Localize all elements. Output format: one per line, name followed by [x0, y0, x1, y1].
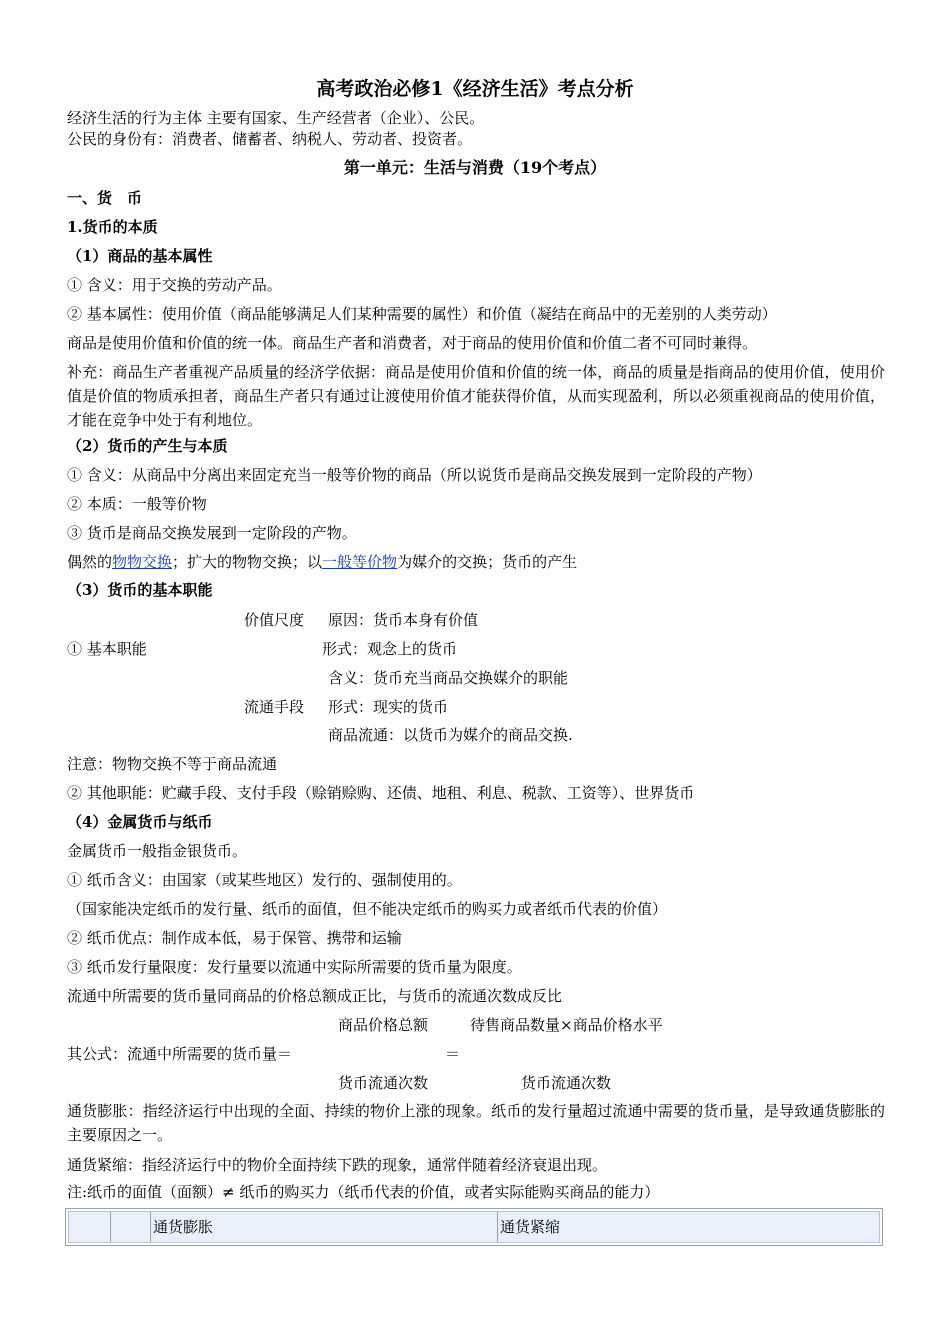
paper-note: （国家能决定纸币的发行量、纸币的面值，但不能决定纸币的购买力或者纸币代表的价值）	[67, 900, 668, 918]
exchange-text-a: 偶然的	[67, 553, 113, 571]
table-header-deflation: 通货紧缩	[500, 1218, 561, 1236]
formula-den1: 货币流通次数	[338, 1074, 429, 1092]
table-header-row	[68, 1211, 880, 1243]
commodity-meaning: ① 含义：用于交换的劳动产品。	[67, 276, 282, 294]
money-meaning: ① 含义：从商品中分离出来固定充当一般等价物的商品（所以说货币是商品交换发展到一定阶段的产物）	[67, 466, 762, 484]
heading-money-functions: （3）货币的基本职能	[67, 581, 213, 599]
money-quantity-rule: 流通中所需要的货币量同商品的价格总额成正比，与货币的流通次数成反比	[67, 987, 563, 1005]
func-measure-form: 形式：观念上的货币	[322, 640, 458, 658]
section-heading: 一、货 币	[67, 189, 143, 207]
exchange-text-b: ；扩大的物物交换；以	[172, 553, 323, 571]
subsection-heading: 1.货币的本质	[67, 218, 158, 236]
note-face-value: 注:纸币的面值（面额）≠ 纸币的购买力（纸币代表的价值，或者实际能购买商品的能力）	[67, 1183, 660, 1201]
note-barter: 注意：物物交换不等于商品流通	[67, 755, 278, 773]
intro-line-1: 经济生活的行为主体 主要有国家、生产经营者（企业）、公民。	[67, 109, 485, 127]
heading-commodity: （1）商品的基本属性	[67, 247, 213, 265]
func-circ-form: 形式：现实的货币	[328, 698, 449, 716]
other-functions: ② 其他职能：贮藏手段、支付手段（赊销赊购、还债、地租、利息、税款、工资等）、世界货币	[67, 784, 695, 802]
page-title: 高考政治必修1《经济生活》考点分析	[316, 78, 634, 100]
func-measure: 价值尺度	[244, 611, 305, 629]
func-circ-meaning: 含义：货币充当商品交换媒介的职能	[328, 669, 569, 687]
formula-equals: ＝	[445, 1045, 461, 1063]
heading-metal-paper: （4）金属货币与纸币	[67, 813, 213, 831]
equivalent-link[interactable]: 一般等价物	[322, 553, 398, 571]
heading-money-origin: （2）货币的产生与本质	[67, 437, 228, 455]
formula-num2: 待售商品数量×商品价格水平	[470, 1016, 663, 1034]
unit-title: 第一单元：生活与消费（19个考点）	[343, 158, 607, 177]
deflation-definition: 通货紧缩：指经济运行中的物价全面持续下跌的现象，通常伴随着经济衰退出现。	[67, 1156, 608, 1174]
table-header-inflation: 通货膨胀	[151, 1212, 498, 1242]
formula-num1: 商品价格总额	[338, 1016, 429, 1034]
table-header-cell-1	[69, 1212, 111, 1242]
money-product: ③ 货币是商品交换发展到一定阶段的产物。	[67, 524, 357, 542]
supplement-paragraph: 补充：商品生产者重视产品质量的经济学依据：商品是使用价值和价值的统一体，商品的质量是指商品的使用价值，使用价值是价值的物质承担者，商品生产者只有通过让渡使用价值才能获得价值，从而实现盈利，所以必须重视商品的使用价值，才能在竞争中处于有利地位。	[67, 363, 885, 429]
inflation-definition: 通货膨胀：指经济运行中出现的全面、持续的物价上涨的现象。纸币的发行量超过流通中需要的货币量，是导致通货膨胀的主要原因之一。	[67, 1102, 885, 1144]
paper-limit: ③ 纸币发行量限度：发行量要以流通中实际所需要的货币量为限度。	[67, 958, 522, 976]
commodity-unity: 商品是使用价值和价值的统一体。商品生产者和消费者，对于商品的使用价值和价值二者不可同时兼得。	[67, 334, 758, 352]
comparison-table	[65, 1208, 883, 1246]
exchange-text-c: 为媒介的交换；货币的产生	[397, 553, 578, 571]
intro-line-2: 公民的身份有：消费者、储蓄者、纳税人、劳动者、投资者。	[67, 130, 473, 148]
commodity-attributes: ② 基本属性：使用价值（商品能够满足人们某种需要的属性）和价值（凝结在商品中的无差别的人类劳动）	[67, 305, 777, 323]
paper-advantages: ② 纸币优点：制作成本低，易于保管、携带和运输	[67, 929, 402, 947]
func-label: ① 基本职能	[67, 640, 147, 658]
metal-money: 金属货币一般指金银货币。	[67, 842, 248, 860]
exchange-history	[67, 552, 577, 572]
func-circulation: 流通手段	[244, 698, 305, 716]
paper-meaning: ① 纸币含义：由国家（或某些地区）发行的、强制使用的。	[67, 871, 462, 889]
formula-den2: 货币流通次数	[521, 1074, 612, 1092]
barter-link[interactable]: 物物交换	[112, 553, 173, 571]
money-essence: ② 本质：一般等价物	[67, 495, 207, 513]
table-header-cell-2	[111, 1212, 151, 1242]
formula-lhs: 其公式：流通中所需要的货币量＝	[67, 1045, 293, 1063]
func-circ-flow: 商品流通：以货币为媒介的商品交换.	[328, 726, 573, 744]
func-measure-reason: 原因：货币本身有价值	[328, 611, 479, 629]
